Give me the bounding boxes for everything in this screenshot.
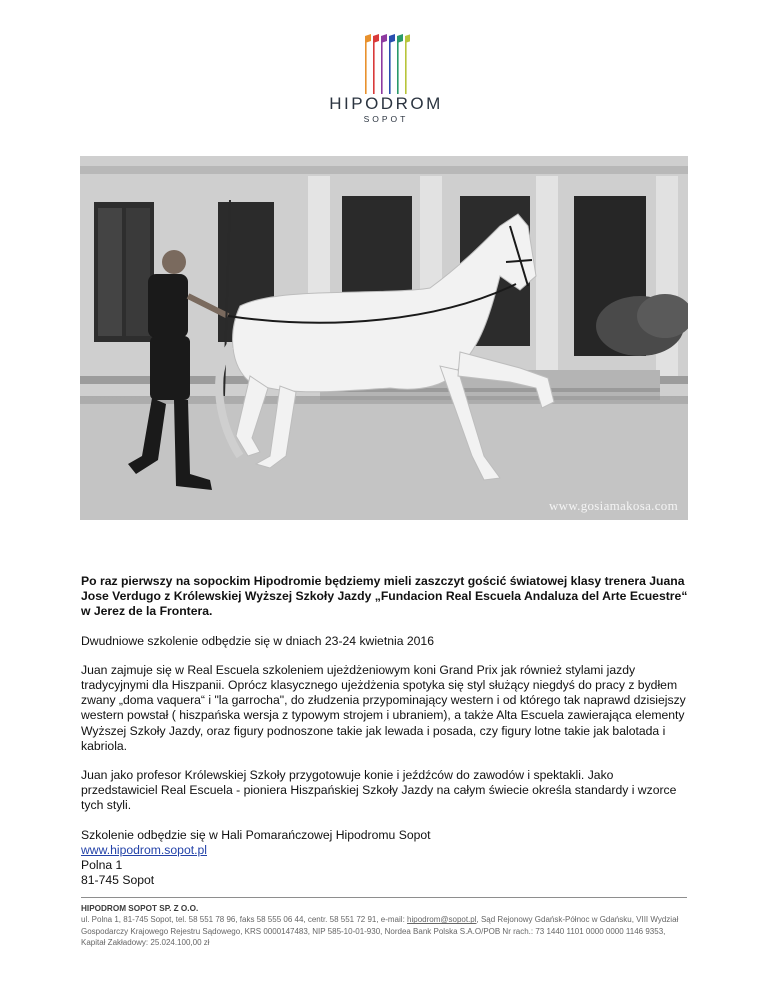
- flag-pennant: [397, 34, 403, 43]
- intro-paragraph: Po raz pierwszy na sopockim Hipodromie będziemy mieli zaszczyt gościć światowej klasy trenera Juana Jose Verdugo z Królewskiej Wyższej Szkoły Jazdy „Fundacion Real Escuela Andaluza del Arte Ecuestre“ w Jerez de la Frontera.: [81, 574, 688, 619]
- hipodrom-logo: [318, 32, 454, 124]
- logo-subtitle: SOPOT: [363, 114, 409, 124]
- website-link[interactable]: www.hipodrom.sopot.pl: [81, 842, 207, 857]
- horse-photo: [80, 156, 688, 520]
- logo-name: HIPODROM: [329, 94, 443, 113]
- flag-pole: [381, 36, 383, 94]
- flag-pole: [365, 36, 367, 94]
- company-footer: [81, 903, 691, 949]
- flag-pole: [373, 36, 375, 94]
- flag-pennant: [381, 34, 387, 43]
- professor-paragraph: Juan jako profesor Królewskiej Szkoły przygotowuje konie i jeźdźców do zawodów i spektakli. Jako przedstawiciel Real Escuela - pioniera Hiszpańskiej Szkoły Jazdy na całym świecie określa standardy i wzorce tych styli.: [81, 768, 677, 813]
- flag-pennant: [405, 34, 410, 43]
- description-paragraph: Juan zajmuje się w Real Escuela szkoleniem ujeżdżeniowym koni Grand Prix jak również stylami jazdy tradycyjnymi dla Hiszpanii. Oprócz klasycznego ujeżdżenia spotyka się styl służący niegdyś do pracy z bydłem zwany „doma vaquera“ i "la garrocha", do złudzenia przypominający western i od którego tak naprawd dzisiejszy western powstał ( hiszpańska wersja z typowym strojem i ubraniem), a także Alta Escuela zawierająca elementy Wyższej Szkoły Jazdy, oraz figury podnoszone takie jak lewada i posada, czy figury lotne takie jak balotada i kabriola.: [81, 662, 686, 753]
- flag-pole: [405, 36, 407, 94]
- flag-pole: [389, 36, 391, 94]
- horse-photo-illustration: [80, 156, 688, 520]
- company-details: [81, 914, 691, 948]
- training-dates: Dwudniowe szkolenie odbędzie się w dniach 23-24 kwietnia 2016: [81, 633, 434, 648]
- flag-pennant: [373, 34, 379, 43]
- venue-line: Szkolenie odbędzie się w Hali Pomarańczowej Hipodromu Sopot: [81, 827, 431, 842]
- city-line: 81-745 Sopot: [81, 873, 155, 888]
- flag-pennant: [365, 34, 371, 43]
- company-details-part1: ul. Polna 1, 81-745 Sopot, tel. 58 551 78 96, faks 58 555 06 44, centr. 58 551 72 91, e-mail:: [81, 915, 408, 925]
- flag-pole: [397, 36, 399, 94]
- photo-watermark: www.gosiamakosa.com: [548, 498, 678, 513]
- street-line: Polna 1: [81, 858, 123, 873]
- footer-divider: [81, 897, 687, 898]
- flag-pennant: [389, 34, 395, 43]
- company-name: HIPODROM SOPOT SP. Z O.O.: [81, 904, 199, 913]
- company-details-part2: , Sąd Rejonowy Gdańsk-Północ w Gdańsku, VIII Wydział Gospodarczy Krajowego Rejestru Sądowego, KRS 0000147483, NIP 585-10-01-930, Nordea Bank Polska S.A.O/POB Nr rach.: 73 1440 1101 0000 0000 1146 9353, Kapitał Zakładowy: 25.024.100,00 zł: [81, 915, 679, 948]
- email-link[interactable]: hipodrom@sopot.pl: [407, 915, 477, 925]
- article-body: [81, 574, 691, 888]
- flags-icon: [362, 32, 410, 94]
